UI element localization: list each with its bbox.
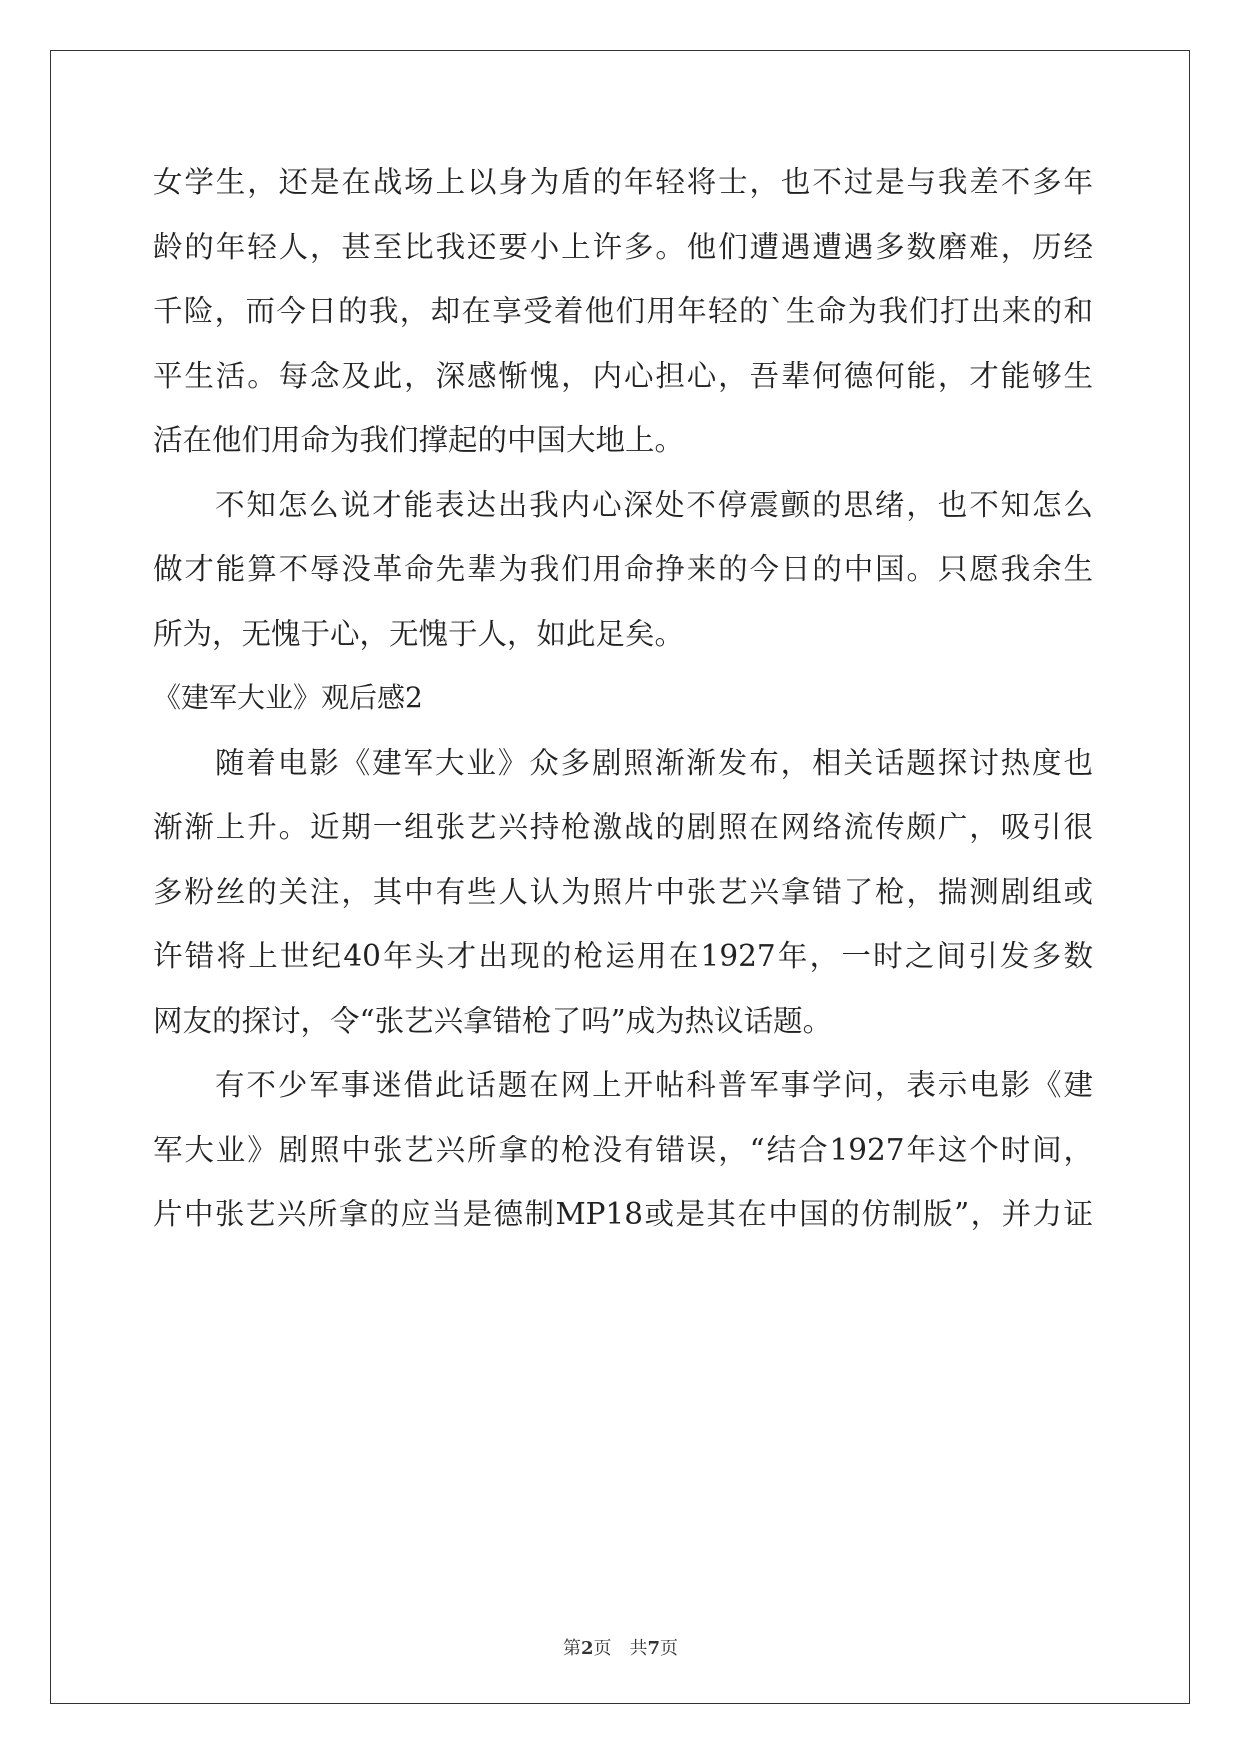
page-total-number: 7 <box>647 1638 661 1659</box>
paragraph-line: 军大业》剧照中张艺兴所拿的枪没有错误，“结合1927年这个时间， <box>153 1132 1093 1167</box>
paragraph-line: 片中张艺兴所拿的应当是德制MP18或是其在中国的仿制版”，并力证 <box>153 1197 1093 1231</box>
paragraph-line: 有不少军事迷借此话题在网上开帖科普军事学问，表示电影《建 <box>215 1068 1093 1102</box>
section-title: 《建军大业》观后感2 <box>153 681 423 714</box>
paragraph-line: 渐渐上升。近期一组张艺兴持枪激战的剧照在网络流传颇广，吸引很 <box>153 810 1093 844</box>
paragraph-line: 所为，无愧于心，无愧于人，如此足矣。 <box>153 616 685 651</box>
paragraph-line: 女学生，还是在战场上以身为盾的年轻将士，也不过是与我差不多年 <box>153 165 1093 199</box>
paragraph-line: 不知怎么说才能表达出我内心深处不停震颤的思绪，也不知怎么 <box>215 487 1093 522</box>
paragraph-line: 龄的年轻人，甚至比我还要小上许多。他们遭遇遭遇多数磨难，历经 <box>153 229 1093 264</box>
paragraph-line: 随着电影《建军大业》众多剧照渐渐发布，相关话题探讨热度也 <box>215 745 1093 780</box>
page-label-suffix: 页 <box>660 1638 679 1659</box>
page-label-mid: 页 共 <box>593 1638 648 1659</box>
page-current-number: 2 <box>580 1638 594 1659</box>
page-footer <box>0 1634 1241 1660</box>
paragraph-line: 许错将上世纪40年头才出现的枪运用在1927年，一时之间引发多数 <box>153 939 1093 973</box>
paragraph-line: 平生活。每念及此，深感惭愧，内心担心，吾辈何德何能，才能够生 <box>153 358 1093 393</box>
paragraph-line: 多粉丝的关注，其中有些人认为照片中张艺兴拿错了枪，揣测剧组或 <box>153 874 1093 909</box>
paragraph-line: 活在他们用命为我们撑起的中国大地上。 <box>153 423 685 457</box>
page-label-prefix: 第 <box>562 1638 581 1659</box>
paragraph-line: 网友的探讨，令“张艺兴拿错枪了吗”成为热议话题。 <box>153 1003 833 1038</box>
paragraph-line: 千险，而今日的我，却在享受着他们用年轻的`生命为我们打出来的和 <box>153 294 1093 328</box>
paragraph-line: 做才能算不辱没革命先辈为我们用命挣来的今日的中国。只愿我余生 <box>153 552 1093 586</box>
document-body <box>153 165 1093 1262</box>
